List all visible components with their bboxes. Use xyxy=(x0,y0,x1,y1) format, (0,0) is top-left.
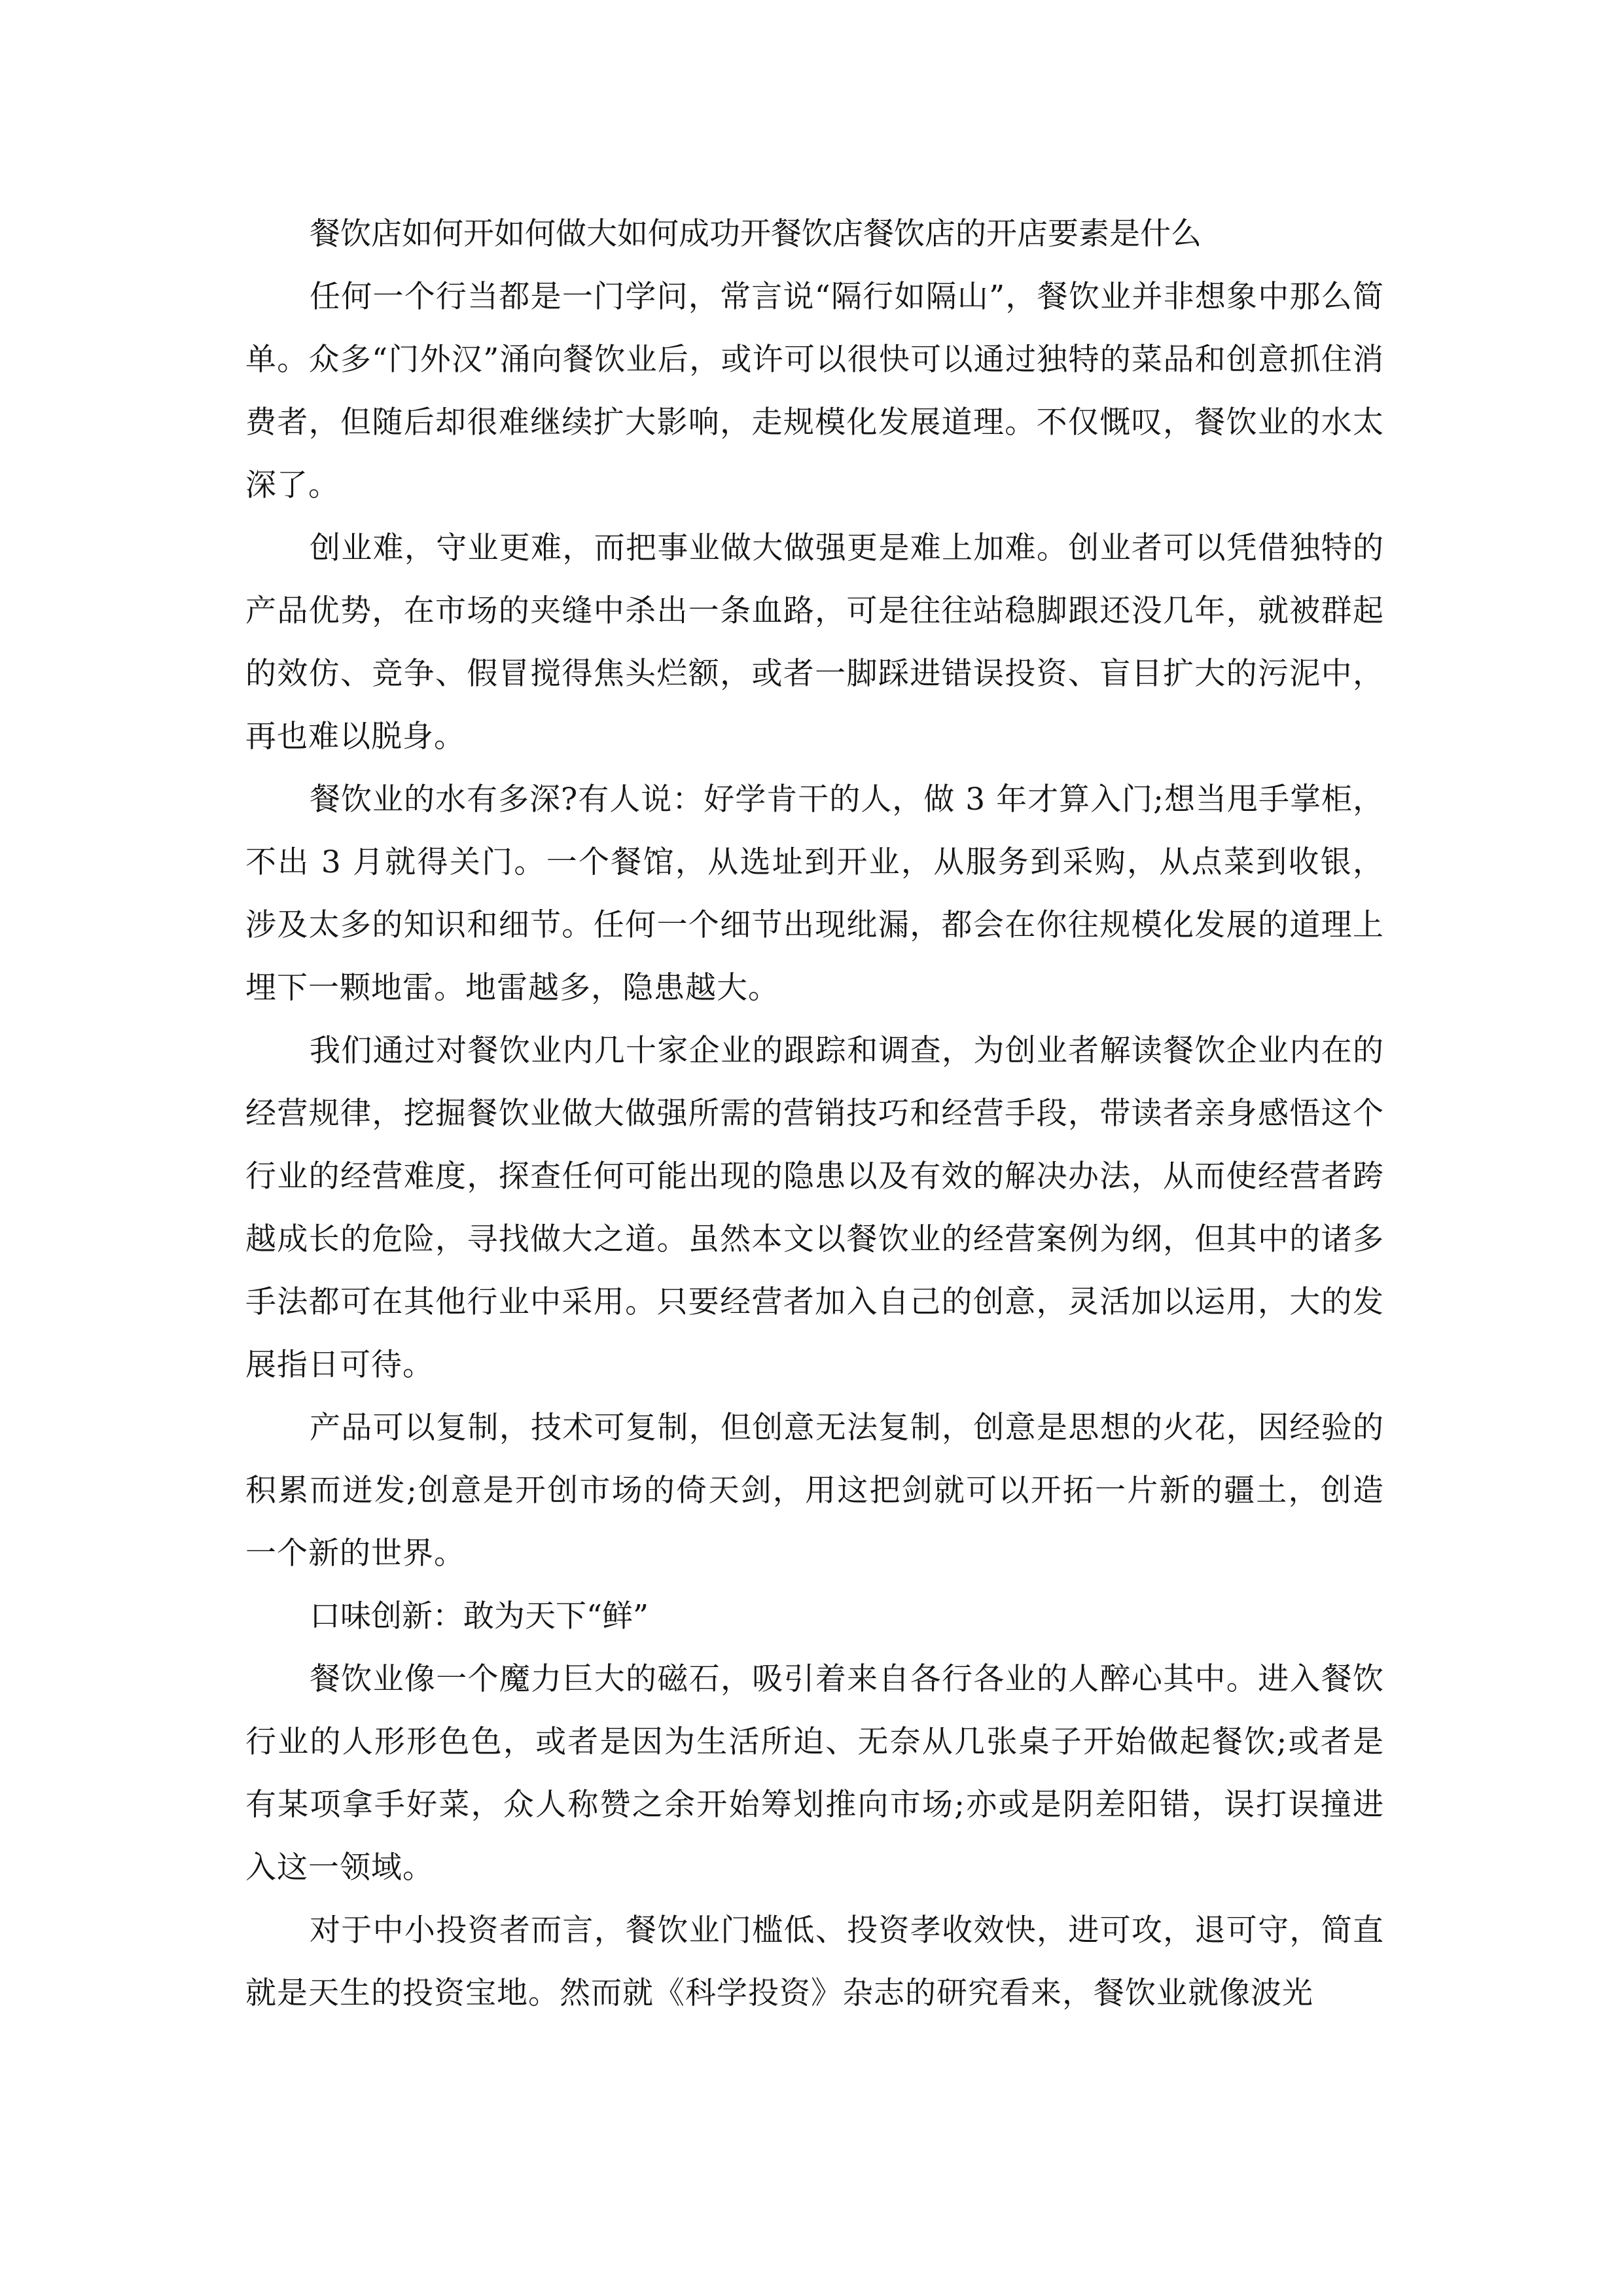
paragraph: 创业难，守业更难，而把事业做大做强更是难上加难。创业者可以凭借独特的产品优势，在市场的夹缝中杀出一条血路，可是往往站稳脚跟还没几年，就被群起的效仿、竞争、假冒搅得焦头烂额，或者一脚踩进错误投资、盲目扩大的污泥中，再也难以脱身。 xyxy=(245,530,1384,755)
paragraph: 任何一个行当都是一门学问，常言说“隔行如隔山”，餐饮业并非想象中那么简单。众多“门外汉”涌向餐饮业后，或许可以很快可以通过独特的菜品和创意抓住消费者，但随后却很难继续扩大影响，走规模化发展道理。不仅慨叹，餐饮业的水太深了。 xyxy=(245,279,1384,503)
paragraph: 餐饮业的水有多深?有人说：好学肯干的人，做 3 年才算入门;想当甩手掌柜，不出 3 月就得关门。一个餐馆，从选址到开业，从服务到采购，从点菜到收银，涉及太多的知识和细节。任何一个细节出现纰漏，都会在你往规模化发展的道理上埋下一颗地雷。地雷越多，隐患越大。 xyxy=(245,781,1384,1006)
paragraph: 对于中小投资者而言，餐饮业门槛低、投资孝收效快，进可攻，退可守，简直就是天生的投资宝地。然而就《科学投资》杂志的研究看来，餐饮业就像波光 xyxy=(245,1912,1384,2011)
document-title: 餐饮店如何开如何做大如何成功开餐饮店餐饮店的开店要素是什么 xyxy=(310,216,1202,252)
paragraph: 产品可以复制，技术可复制，但创意无法复制，创意是思想的火花，因经验的积累而迸发;创意是开创市场的倚天剑，用这把剑就可以开拓一片新的疆土，创造一个新的世界。 xyxy=(245,1410,1384,1571)
section-heading: 口味创新：敢为天下“鲜” xyxy=(310,1598,649,1634)
paragraph: 我们通过对餐饮业内几十家企业的跟踪和调查，为创业者解读餐饮企业内在的经营规律，挖掘餐饮业做大做强所需的营销技巧和经营手段，带读者亲身感悟这个行业的经营难度，探查任何可能出现的隐患以及有效的解决办法，从而使经营者跨越成长的危险，寻找做大之道。虽然本文以餐饮业的经营案例为纲，但其中的诸多手法都可在其他行业中采用。只要经营者加入自己的创意，灵活加以运用，大的发展指日可待。 xyxy=(245,1033,1384,1383)
document-page xyxy=(245,203,1384,2025)
paragraph: 餐饮业像一个魔力巨大的磁石，吸引着来自各行各业的人醉心其中。进入餐饮行业的人形形色色，或者是因为生活所迫、无奈从几张桌子开始做起餐饮;或者是有某项拿手好菜，众人称赞之余开始筹划推向市场;亦或是阴差阳错，误打误撞进入这一领域。 xyxy=(245,1661,1384,1886)
